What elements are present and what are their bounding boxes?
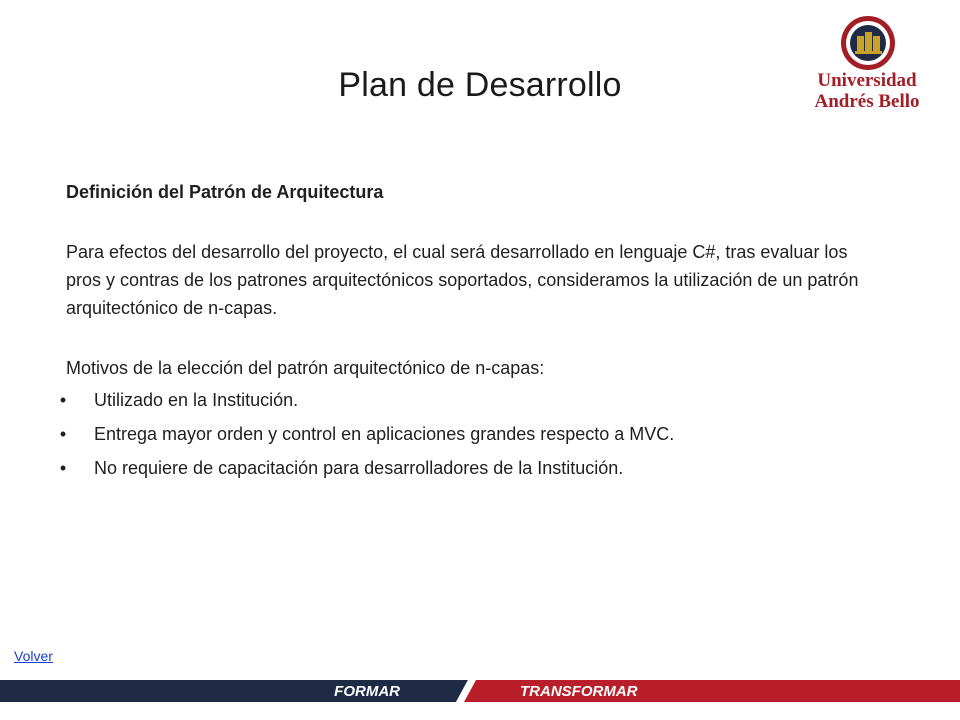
list-item	[56, 420, 896, 448]
architecture-paragraph: Para efectos del desarrollo del proyecto, el cual será desarrollado en lenguaje C#, tras evaluar los pros y contras de los patrones arquitectónicos soportados, consideramos la utilización de un patrón arquitectónico de n-capas.	[66, 242, 859, 318]
logo-line-2: Andrés Bello	[814, 91, 920, 112]
section-subheading: Definición del Patrón de Arquitectura	[66, 182, 384, 202]
slide-content	[59, 178, 906, 488]
list-item	[56, 386, 896, 414]
footer-right-label: TRANSFORMAR	[520, 683, 638, 700]
footer-left-label: FORMAR	[334, 683, 400, 700]
bullet-icon: •	[59, 390, 67, 410]
motives-intro: Motivos de la elección del patrón arquitectónico de n-capas:	[66, 358, 545, 378]
list-item-text: Utilizado en la Institución.	[94, 390, 299, 410]
list-item-text: No requiere de capacitación para desarrolladores de la Institución.	[94, 458, 624, 478]
back-link[interactable]: Volver	[14, 648, 53, 664]
slide-title: Plan de Desarrollo	[338, 66, 622, 104]
list-item-text: Entrega mayor orden y control en aplicaciones grandes respecto a MVC.	[94, 424, 675, 444]
list-item	[56, 454, 896, 482]
footer-banner	[0, 680, 960, 702]
logo-line-1: Universidad	[817, 70, 917, 91]
motives-list	[56, 386, 896, 482]
bullet-icon: •	[59, 424, 67, 444]
bullet-icon: •	[59, 458, 67, 478]
